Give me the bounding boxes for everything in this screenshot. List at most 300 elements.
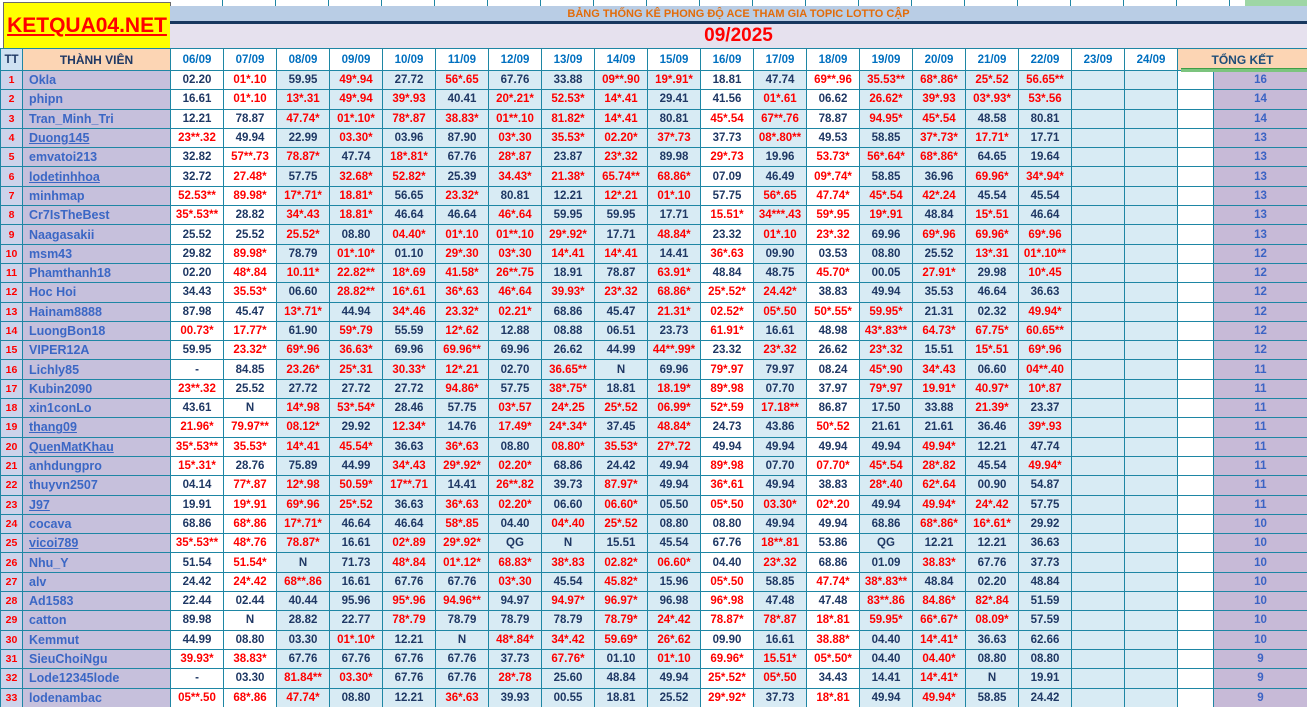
value-cell: 01*.10 xyxy=(224,71,277,90)
row-number: 22 xyxy=(1,476,23,495)
value-cell: 01*.10* xyxy=(330,630,383,649)
value-cell: 01**.10 xyxy=(489,225,542,244)
member-name[interactable]: lodenambac xyxy=(23,688,171,707)
total-cell: 11 xyxy=(1214,360,1307,379)
total-cell: 12 xyxy=(1214,244,1307,263)
value-cell: 48.98 xyxy=(807,321,860,340)
member-name[interactable]: Duong145 xyxy=(23,128,171,147)
value-cell: 16.61 xyxy=(754,321,807,340)
row-number: 18 xyxy=(1,399,23,418)
value-cell: 69.96 xyxy=(648,360,701,379)
value-cell: 58*.85 xyxy=(436,514,489,533)
value-cell: 18**.81 xyxy=(754,534,807,553)
value-cell: 36*.63 xyxy=(436,283,489,302)
member-name[interactable]: Lode12345lode xyxy=(23,669,171,688)
value-cell: 67.76* xyxy=(542,649,595,668)
value-cell: 96.98 xyxy=(648,592,701,611)
value-cell: 21.96* xyxy=(171,418,224,437)
value-cell: 27.48* xyxy=(224,167,277,186)
spacer-cell xyxy=(1178,321,1214,340)
value-cell: 59.95 xyxy=(171,341,224,360)
row-number: 25 xyxy=(1,534,23,553)
value-cell xyxy=(1125,148,1178,167)
value-cell: 23*.32 xyxy=(860,341,913,360)
value-cell: 10*.87 xyxy=(1019,379,1072,398)
value-cell xyxy=(1125,263,1178,282)
value-cell: 22.77 xyxy=(330,611,383,630)
total-cell: 10 xyxy=(1214,630,1307,649)
value-cell: 08.80* xyxy=(542,437,595,456)
header-date: 06/09 xyxy=(171,49,224,71)
value-cell: 68.86* xyxy=(648,283,701,302)
value-cell xyxy=(1072,302,1125,321)
header-date: 10/09 xyxy=(383,49,436,71)
value-cell: 80.81 xyxy=(648,109,701,128)
value-cell: 40.97* xyxy=(966,379,1019,398)
value-cell: 32.82 xyxy=(171,148,224,167)
value-cell: 43.86 xyxy=(754,418,807,437)
value-cell: 19.91 xyxy=(1019,669,1072,688)
value-cell: 21.31* xyxy=(648,302,701,321)
value-cell xyxy=(1072,244,1125,263)
value-cell: 87.98 xyxy=(171,302,224,321)
total-cell: 10 xyxy=(1214,553,1307,572)
value-cell: 17.49* xyxy=(489,418,542,437)
value-cell: 05*.50 xyxy=(754,302,807,321)
row-number: 21 xyxy=(1,456,23,475)
total-cell: 11 xyxy=(1214,456,1307,475)
row-number: 17 xyxy=(1,379,23,398)
value-cell xyxy=(1072,148,1125,167)
value-cell: 19.64 xyxy=(1019,148,1072,167)
value-cell: 08.80 xyxy=(330,225,383,244)
value-cell: 19.91 xyxy=(171,495,224,514)
spacer-cell xyxy=(1178,225,1214,244)
value-cell: 29*.73 xyxy=(701,148,754,167)
value-cell: 09*.74* xyxy=(807,167,860,186)
value-cell: 25.60 xyxy=(542,669,595,688)
member-name[interactable]: Lichly85 xyxy=(23,360,171,379)
value-cell: 15.96 xyxy=(648,572,701,591)
header-date: 08/09 xyxy=(277,49,330,71)
value-cell: 44.99 xyxy=(595,341,648,360)
value-cell xyxy=(1072,572,1125,591)
value-cell: 17*.71* xyxy=(277,186,330,205)
value-cell: 34*.46 xyxy=(383,302,436,321)
value-cell: 81.84** xyxy=(277,669,330,688)
value-cell: 45*.54 xyxy=(860,456,913,475)
value-cell: 59.95* xyxy=(860,302,913,321)
value-cell: 45*.54 xyxy=(913,109,966,128)
value-cell xyxy=(1072,669,1125,688)
value-cell xyxy=(1072,71,1125,90)
member-name[interactable]: Hoc Hoi xyxy=(23,283,171,302)
value-cell xyxy=(1125,592,1178,611)
value-cell: 56.65** xyxy=(1019,71,1072,90)
table-row xyxy=(1,263,1307,282)
spacer-cell xyxy=(1178,302,1214,321)
value-cell: 87.97* xyxy=(595,476,648,495)
value-cell: 47.74* xyxy=(807,572,860,591)
value-cell: 68.86 xyxy=(171,514,224,533)
member-name[interactable]: Okla xyxy=(23,71,171,90)
value-cell: 15*.51 xyxy=(966,206,1019,225)
table-row xyxy=(1,669,1307,688)
value-cell: 79.97** xyxy=(224,418,277,437)
member-name[interactable]: VIPER12A xyxy=(23,341,171,360)
value-cell: 08*.80** xyxy=(754,128,807,147)
value-cell: 35.53* xyxy=(224,437,277,456)
member-name[interactable]: phipn xyxy=(23,90,171,109)
value-cell xyxy=(1072,514,1125,533)
value-cell: 89*.98 xyxy=(701,456,754,475)
value-cell: 29.92 xyxy=(1019,514,1072,533)
value-cell: 69*.96 xyxy=(913,225,966,244)
value-cell: 08.80 xyxy=(489,437,542,456)
value-cell: 34*.94* xyxy=(1019,167,1072,186)
value-cell: 45*.90 xyxy=(860,360,913,379)
value-cell: 03.30* xyxy=(330,669,383,688)
member-name[interactable]: thang09 xyxy=(23,418,171,437)
value-cell: 07.70 xyxy=(754,456,807,475)
value-cell xyxy=(1125,206,1178,225)
member-name[interactable]: LuongBon18 xyxy=(23,321,171,340)
value-cell: 23.73 xyxy=(648,321,701,340)
value-cell: 12*.21 xyxy=(595,186,648,205)
member-name[interactable]: minhmap xyxy=(23,186,171,205)
value-cell: 55.59 xyxy=(383,321,436,340)
value-cell: 49.94 xyxy=(754,514,807,533)
value-cell: 18*.81 xyxy=(807,688,860,707)
member-name[interactable]: msm43 xyxy=(23,244,171,263)
value-cell: 45.54 xyxy=(1019,186,1072,205)
value-cell: 17.71 xyxy=(1019,128,1072,147)
value-cell xyxy=(1125,71,1178,90)
header-date: 24/09 xyxy=(1125,49,1178,71)
value-cell: 68.86 xyxy=(542,456,595,475)
value-cell: 49.94 xyxy=(860,437,913,456)
value-cell: 49.94 xyxy=(860,495,913,514)
value-cell: 75.89 xyxy=(277,456,330,475)
value-cell: 78.79 xyxy=(489,611,542,630)
value-cell: 30.33* xyxy=(383,360,436,379)
spacer-cell xyxy=(1178,437,1214,456)
value-cell: 04.40 xyxy=(860,630,913,649)
spacer-cell xyxy=(1178,611,1214,630)
header-date: 14/09 xyxy=(595,49,648,71)
member-name[interactable]: Naagasakii xyxy=(23,225,171,244)
value-cell xyxy=(1125,688,1178,707)
value-cell: 59.95 xyxy=(595,206,648,225)
total-cell: 11 xyxy=(1214,476,1307,495)
value-cell: 33.88 xyxy=(913,399,966,418)
value-cell: 68**.86 xyxy=(277,572,330,591)
site-logo[interactable] xyxy=(3,2,171,49)
value-cell: 04.40* xyxy=(913,649,966,668)
value-cell xyxy=(1072,321,1125,340)
total-cell: 12 xyxy=(1214,283,1307,302)
value-cell: 49.94 xyxy=(224,128,277,147)
value-cell: 18.81* xyxy=(330,186,383,205)
value-cell: 49*.94 xyxy=(330,90,383,109)
value-cell: N xyxy=(224,611,277,630)
value-cell xyxy=(1125,283,1178,302)
row-number: 7 xyxy=(1,186,23,205)
spacer-cell xyxy=(1178,263,1214,282)
value-cell: 13*.71* xyxy=(277,302,330,321)
value-cell: 39*.93 xyxy=(913,90,966,109)
value-cell: 15*.31* xyxy=(171,456,224,475)
member-name[interactable]: lodetinhhoa xyxy=(23,167,171,186)
value-cell: 25.52 xyxy=(224,379,277,398)
value-cell: 28.46 xyxy=(383,399,436,418)
value-cell: 09.90 xyxy=(701,630,754,649)
member-name[interactable]: cocava xyxy=(23,514,171,533)
value-cell: 00.73* xyxy=(171,321,224,340)
row-number: 24 xyxy=(1,514,23,533)
value-cell: 27.72 xyxy=(383,71,436,90)
member-name[interactable]: QuenMatKhau xyxy=(23,437,171,456)
value-cell: 05*.50 xyxy=(701,495,754,514)
value-cell: 01**.10 xyxy=(489,109,542,128)
value-cell: 52.82* xyxy=(383,167,436,186)
member-name[interactable]: SieuChoiNgu xyxy=(23,649,171,668)
value-cell: 19*.91 xyxy=(860,206,913,225)
value-cell: 37.97 xyxy=(807,379,860,398)
value-cell xyxy=(1125,456,1178,475)
member-name[interactable]: xin1conLo xyxy=(23,399,171,418)
row-number: 19 xyxy=(1,418,23,437)
value-cell: 25*.52* xyxy=(701,669,754,688)
value-cell xyxy=(1125,167,1178,186)
value-cell: 36*.61 xyxy=(701,476,754,495)
row-number: 10 xyxy=(1,244,23,263)
row-number: 15 xyxy=(1,341,23,360)
value-cell xyxy=(1072,341,1125,360)
value-cell: 24*.42 xyxy=(966,495,1019,514)
spacer-cell xyxy=(1178,109,1214,128)
value-cell: 68.86 xyxy=(860,514,913,533)
value-cell: 01*.10 xyxy=(436,225,489,244)
spacer-cell xyxy=(1178,592,1214,611)
value-cell: 22.82** xyxy=(330,263,383,282)
value-cell: 01*.10 xyxy=(648,649,701,668)
member-name[interactable]: catton xyxy=(23,611,171,630)
value-cell xyxy=(1125,572,1178,591)
row-number: 33 xyxy=(1,688,23,707)
value-cell: 18.81 xyxy=(595,379,648,398)
value-cell: 29.92 xyxy=(330,418,383,437)
value-cell: 16.61 xyxy=(754,630,807,649)
member-name[interactable]: Ad1583 xyxy=(23,592,171,611)
value-cell: 45.70* xyxy=(807,263,860,282)
value-cell: 41.56 xyxy=(701,90,754,109)
value-cell: 04*.40 xyxy=(542,514,595,533)
member-name[interactable]: J97 xyxy=(23,495,171,514)
value-cell: 06.99* xyxy=(648,399,701,418)
value-cell: 18.19* xyxy=(648,379,701,398)
spacer-cell xyxy=(1178,649,1214,668)
member-name[interactable]: vicoi789 xyxy=(23,534,171,553)
member-name[interactable]: Hainam8888 xyxy=(23,302,171,321)
value-cell xyxy=(1072,649,1125,668)
value-cell: 35*.53** xyxy=(171,437,224,456)
value-cell: 34*.43 xyxy=(913,360,966,379)
value-cell: 23*.32 xyxy=(595,283,648,302)
value-cell: 02.52* xyxy=(701,302,754,321)
value-cell: N xyxy=(224,399,277,418)
value-cell: 49.94* xyxy=(1019,302,1072,321)
value-cell: 46.64 xyxy=(383,206,436,225)
value-cell: 14*.41 xyxy=(542,244,595,263)
header-date: 22/09 xyxy=(1019,49,1072,71)
value-cell: 54.87 xyxy=(1019,476,1072,495)
value-cell: 53*.54* xyxy=(330,399,383,418)
value-cell: 36*.63 xyxy=(701,244,754,263)
value-cell: 60.65** xyxy=(1019,321,1072,340)
value-cell xyxy=(1125,437,1178,456)
value-cell: QG xyxy=(860,534,913,553)
value-cell: 94.97* xyxy=(542,592,595,611)
value-cell xyxy=(1125,476,1178,495)
value-cell xyxy=(1125,321,1178,340)
value-cell: 94.86* xyxy=(436,379,489,398)
value-cell: 26**.82 xyxy=(489,476,542,495)
value-cell: 19*.91 xyxy=(224,495,277,514)
value-cell: 32.68* xyxy=(330,167,383,186)
value-cell: 33.88 xyxy=(542,71,595,90)
header-date: 21/09 xyxy=(966,49,1019,71)
value-cell xyxy=(1072,379,1125,398)
value-cell: 67.75* xyxy=(966,321,1019,340)
value-cell: 12.88 xyxy=(489,321,542,340)
value-cell: 58.85 xyxy=(966,688,1019,707)
value-cell: 69*.96 xyxy=(1019,341,1072,360)
value-cell: 49.94 xyxy=(648,456,701,475)
value-cell: 23**.32 xyxy=(171,379,224,398)
value-cell: 22.99 xyxy=(277,128,330,147)
table-row xyxy=(1,379,1307,398)
value-cell: 51.54* xyxy=(224,553,277,572)
value-cell: 14.76 xyxy=(436,418,489,437)
member-name[interactable]: alv xyxy=(23,572,171,591)
value-cell: 05**.50 xyxy=(171,688,224,707)
value-cell: 12.21 xyxy=(383,688,436,707)
month-banner xyxy=(170,24,1307,48)
total-cell: 13 xyxy=(1214,206,1307,225)
value-cell: 41.58* xyxy=(436,263,489,282)
site-logo-text: KETQUA04.NET xyxy=(7,13,167,37)
value-cell: 57.75 xyxy=(1019,495,1072,514)
row-number: 23 xyxy=(1,495,23,514)
value-cell xyxy=(1125,399,1178,418)
member-name[interactable]: emvatoi213 xyxy=(23,148,171,167)
table-row xyxy=(1,148,1307,167)
value-cell: 48*.76 xyxy=(224,534,277,553)
value-cell: 16.61 xyxy=(330,534,383,553)
value-cell xyxy=(1072,592,1125,611)
value-cell xyxy=(1125,341,1178,360)
total-cell: 12 xyxy=(1214,321,1307,340)
value-cell: 06.60* xyxy=(648,553,701,572)
table-row xyxy=(1,341,1307,360)
value-cell: 67.76 xyxy=(436,669,489,688)
row-number: 3 xyxy=(1,109,23,128)
value-cell: 39.93* xyxy=(542,283,595,302)
value-cell: 37.73 xyxy=(1019,553,1072,572)
table-row xyxy=(1,302,1307,321)
banner xyxy=(170,6,1307,21)
value-cell: 02.32 xyxy=(966,302,1019,321)
value-cell: 12.34* xyxy=(383,418,436,437)
total-cell: 10 xyxy=(1214,592,1307,611)
header-tt: TT xyxy=(1,49,23,71)
value-cell: 38*.83 xyxy=(542,553,595,572)
row-number: 4 xyxy=(1,128,23,147)
value-cell: 61.91* xyxy=(701,321,754,340)
value-cell: QG xyxy=(489,534,542,553)
value-cell: 46.64 xyxy=(1019,206,1072,225)
value-cell: 29*.92* xyxy=(542,225,595,244)
value-cell: 18.91 xyxy=(542,263,595,282)
value-cell: 78.87* xyxy=(277,148,330,167)
value-cell: 10.11* xyxy=(277,263,330,282)
value-cell: 83**.86 xyxy=(860,592,913,611)
table-row xyxy=(1,321,1307,340)
value-cell: 68*.86* xyxy=(913,514,966,533)
member-name[interactable]: Kemmut xyxy=(23,630,171,649)
value-cell: 34*.42 xyxy=(542,630,595,649)
header-date: 09/09 xyxy=(330,49,383,71)
value-cell: 36.46 xyxy=(966,418,1019,437)
value-cell: 07.70* xyxy=(807,456,860,475)
member-name[interactable]: thuyvn2507 xyxy=(23,476,171,495)
value-cell: 20*.21* xyxy=(489,90,542,109)
value-cell: 67.76 xyxy=(436,572,489,591)
table-row xyxy=(1,206,1307,225)
value-cell xyxy=(1125,611,1178,630)
value-cell: 25.39 xyxy=(436,167,489,186)
row-number: 32 xyxy=(1,669,23,688)
table-row xyxy=(1,418,1307,437)
member-name[interactable]: anhdungpro xyxy=(23,456,171,475)
member-name[interactable]: Kubin2090 xyxy=(23,379,171,398)
total-cell: 12 xyxy=(1214,302,1307,321)
spacer-cell xyxy=(1178,244,1214,263)
spacer-cell xyxy=(1178,418,1214,437)
table-row xyxy=(1,437,1307,456)
member-name[interactable]: Cr7IsTheBest xyxy=(23,206,171,225)
value-cell: 79*.97 xyxy=(860,379,913,398)
table-row xyxy=(1,688,1307,707)
value-cell: 08.09* xyxy=(966,611,1019,630)
table-row xyxy=(1,71,1307,90)
value-cell: 49.94* xyxy=(913,437,966,456)
table-row xyxy=(1,109,1307,128)
value-cell: 36.63 xyxy=(966,630,1019,649)
value-cell: 48*.84* xyxy=(489,630,542,649)
value-cell: 58.85 xyxy=(754,572,807,591)
value-cell: 29*.92* xyxy=(436,534,489,553)
value-cell: 21.61 xyxy=(913,418,966,437)
value-cell: 14*.41 xyxy=(277,437,330,456)
value-cell: 02.20* xyxy=(489,456,542,475)
member-name[interactable]: Tran_Minh_Tri xyxy=(23,109,171,128)
value-cell xyxy=(1072,128,1125,147)
member-name[interactable]: Phamthanh18 xyxy=(23,263,171,282)
value-cell: 02.20* xyxy=(489,495,542,514)
member-name[interactable]: Nhu_Y xyxy=(23,553,171,572)
